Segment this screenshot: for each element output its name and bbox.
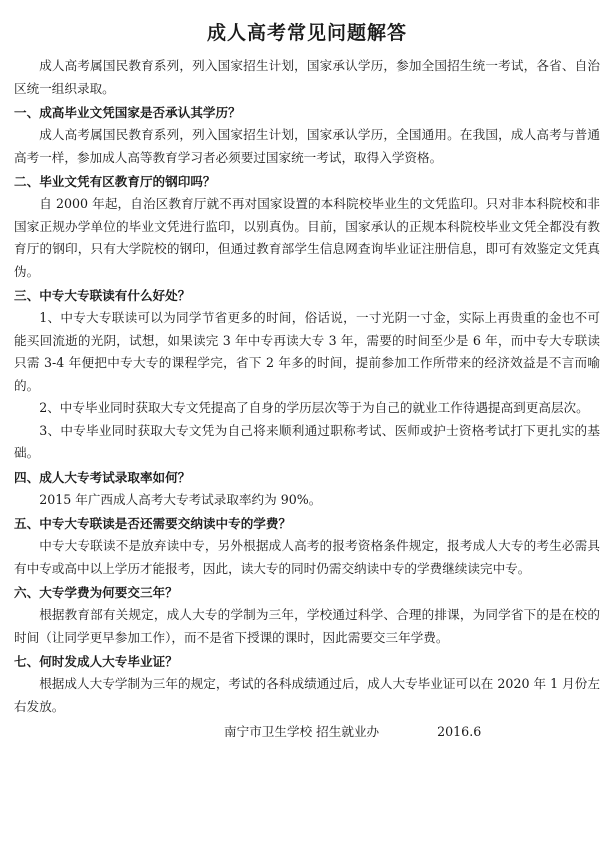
faq-section-5 <box>14 513 600 580</box>
section-heading: 七、何时发成人大专毕业证？ <box>14 654 178 669</box>
section-heading: 四、成人大专考试录取率如何？ <box>14 469 191 485</box>
faq-section-1 <box>14 102 600 169</box>
faq-section-2 <box>14 171 600 283</box>
section-heading: 六、大专学费为何要交三年？ <box>14 585 178 600</box>
section-paragraph: 成人高考属国民教育系列，列入国家招生计划，国家承认学历，全国通用。在我国，成人高考与普通高考一样，参加成人高等教育学习者必须要过国家统一考试，取得入学资格。 <box>14 127 600 165</box>
section-paragraph: 根据教育部有关规定，成人大专的学制为三年，学校通过科学、合理的排课，为同学省下的是在校的时间（让同学更早参加工作），而不是省下授课的课时，因此需要交三年学费。 <box>14 607 600 645</box>
faq-section-3 <box>14 285 600 465</box>
section-heading: 三、中专大专联读有什么好处？ <box>14 288 191 303</box>
page-title: 成人高考常见问题解答 <box>206 22 407 44</box>
faq-section-7 <box>14 651 600 718</box>
section-paragraph: 中专大专联读不是放弃读中专，另外根据成人高考的报考资格条件规定，报考成人大专的考生必需具有中专或高中以上学历才能报考，因此，读大专的同时仍需交纳读中专的学费继续读完中专。 <box>14 538 600 576</box>
section-paragraph: 根据成人大专学制为三年的规定，考试的各科成绩通过后，成人大专毕业证可以在 2020 年 1 月份左右发放。 <box>14 676 600 714</box>
section-paragraph: 自 2000 年起，自治区教育厅就不再对国家设置的本科院校毕业生的文凭监印。只对非本科院校和非国家正规办学单位的毕业文凭进行监印，以别真伪。目前，国家承认的正规本科院校毕业文凭全都没有教育厅的钢印，只有大学院校的钢印，但通过教育部学生信息网查询毕业证注册信息，即可有效鉴定文凭真伪。 <box>14 196 600 279</box>
section-paragraph: 2015 年广西成人高考大专考试录取率约为 90%。 <box>39 491 322 507</box>
footer-date: 2016.6 <box>437 724 482 739</box>
intro-paragraph: 成人高考属国民教育系列，列入国家招生计划，国家承认学历，参加全国招生统一考试，各省、自治区统一组织录取。 <box>14 58 600 96</box>
faq-section-6 <box>14 582 600 649</box>
faq-section-4 <box>14 467 600 512</box>
section-paragraph: 1、中专大专联读可以为同学节省更多的时间，俗话说，一寸光阴一寸金，实际上再贵重的金也不可能买回流逝的光阴，试想，如果读完 3 年中专再读大专 3 年，需要的时间至少是 6 年，而中专大专联读只需 3-4 年便把中专大专的课程学完，省下 2 年多的时间，提前参加工作所带来的经济效益是不言而喻的。 <box>14 310 600 393</box>
section-heading: 一、成高毕业文凭国家是否承认其学历？ <box>14 105 241 120</box>
section-paragraph: 3、中专毕业同时获取大专文凭为自己将来顺利通过职称考试、医师或护士资格考试打下更扎实的基础。 <box>14 422 600 460</box>
section-heading: 二、毕业文凭有区教育厅的钢印吗？ <box>14 174 216 189</box>
footer-organization: 南宁市卫生学校 招生就业办 <box>224 724 380 739</box>
section-heading: 五、中专大专联读是否还需要交纳读中专的学费？ <box>14 516 292 531</box>
footer <box>14 721 600 743</box>
section-paragraph: 2、中专毕业同时获取大专文凭提高了自身的学历层次等于为自己的就业工作待遇提高到更高层次。 <box>39 400 589 415</box>
